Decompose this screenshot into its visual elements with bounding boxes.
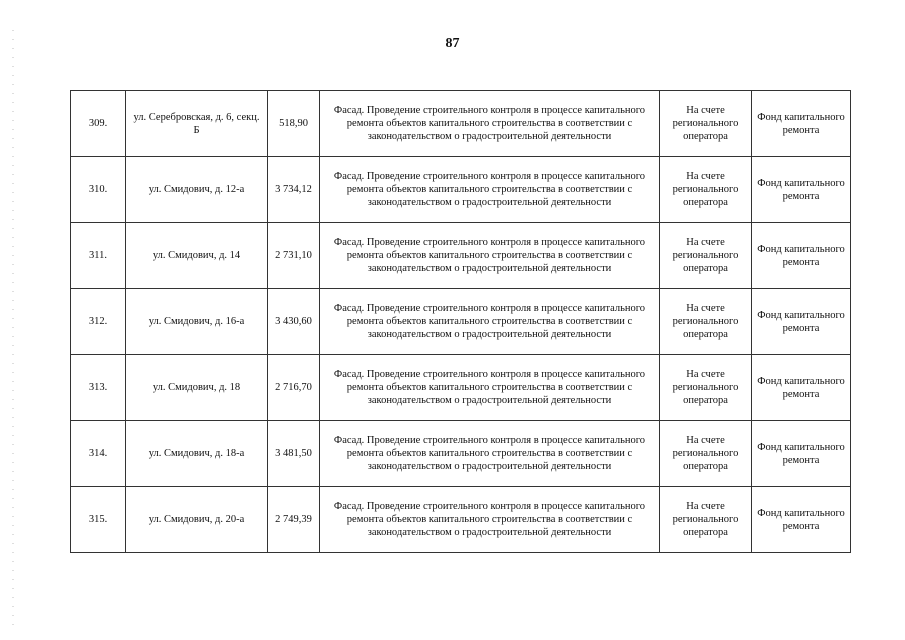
row-area: 518,90	[268, 91, 320, 157]
table-row	[71, 223, 851, 289]
row-address: ул. Смидович, д. 18	[126, 355, 268, 421]
row-description: Фасад. Проведение строительного контроля в процессе капитального ремонта объектов капитального строительства в соответствии с законодательством о градостроительной деятельности	[320, 421, 660, 487]
row-number: 314.	[71, 421, 126, 487]
row-address: ул. Смидович, д. 20-а	[126, 487, 268, 553]
row-area: 2 731,10	[268, 223, 320, 289]
row-description: Фасад. Проведение строительного контроля в процессе капитального ремонта объектов капитального строительства в соответствии с законодательством о градостроительной деятельности	[320, 487, 660, 553]
row-number: 311.	[71, 223, 126, 289]
row-description: Фасад. Проведение строительного контроля в процессе капитального ремонта объектов капитального строительства в соответствии с законодательством о градостроительной деятельности	[320, 355, 660, 421]
row-number: 312.	[71, 289, 126, 355]
row-area: 3 481,50	[268, 421, 320, 487]
row-description: Фасад. Проведение строительного контроля в процессе капитального ремонта объектов капитального строительства в соответствии с законодательством о градостроительной деятельности	[320, 289, 660, 355]
table-row	[71, 487, 851, 553]
row-account: На счете регионального оператора	[660, 355, 752, 421]
row-description: Фасад. Проведение строительного контроля в процессе капитального ремонта объектов капитального строительства в соответствии с законодательством о градостроительной деятельности	[320, 91, 660, 157]
row-address: ул. Смидович, д. 14	[126, 223, 268, 289]
scan-margin-artifact	[12, 30, 14, 630]
row-area: 3 430,60	[268, 289, 320, 355]
row-address: ул. Смидович, д. 18-а	[126, 421, 268, 487]
row-fund: Фонд капитального ремонта	[752, 289, 851, 355]
row-fund: Фонд капитального ремонта	[752, 487, 851, 553]
row-address: ул. Серебровская, д. 6, секц. Б	[126, 91, 268, 157]
row-fund: Фонд капитального ремонта	[752, 157, 851, 223]
row-fund: Фонд капитального ремонта	[752, 223, 851, 289]
row-fund: Фонд капитального ремонта	[752, 355, 851, 421]
row-description: Фасад. Проведение строительного контроля в процессе капитального ремонта объектов капитального строительства в соответствии с законодательством о градостроительной деятельности	[320, 223, 660, 289]
row-number: 310.	[71, 157, 126, 223]
row-address: ул. Смидович, д. 12-а	[126, 157, 268, 223]
row-fund: Фонд капитального ремонта	[752, 421, 851, 487]
row-number: 309.	[71, 91, 126, 157]
table-row	[71, 355, 851, 421]
row-number: 313.	[71, 355, 126, 421]
table-row	[71, 91, 851, 157]
table-row	[71, 289, 851, 355]
row-account: На счете регионального оператора	[660, 289, 752, 355]
row-account: На счете регионального оператора	[660, 157, 752, 223]
table-row	[71, 421, 851, 487]
row-area: 2 749,39	[268, 487, 320, 553]
row-area: 2 716,70	[268, 355, 320, 421]
row-number: 315.	[71, 487, 126, 553]
row-account: На счете регионального оператора	[660, 487, 752, 553]
table-row	[71, 157, 851, 223]
row-account: На счете регионального оператора	[660, 421, 752, 487]
row-address: ул. Смидович, д. 16-а	[126, 289, 268, 355]
row-area: 3 734,12	[268, 157, 320, 223]
row-account: На счете регионального оператора	[660, 91, 752, 157]
works-table	[70, 90, 851, 553]
row-description: Фасад. Проведение строительного контроля в процессе капитального ремонта объектов капитального строительства в соответствии с законодательством о градостроительной деятельности	[320, 157, 660, 223]
row-fund: Фонд капитального ремонта	[752, 91, 851, 157]
row-account: На счете регионального оператора	[660, 223, 752, 289]
page-number: 87	[445, 36, 460, 51]
